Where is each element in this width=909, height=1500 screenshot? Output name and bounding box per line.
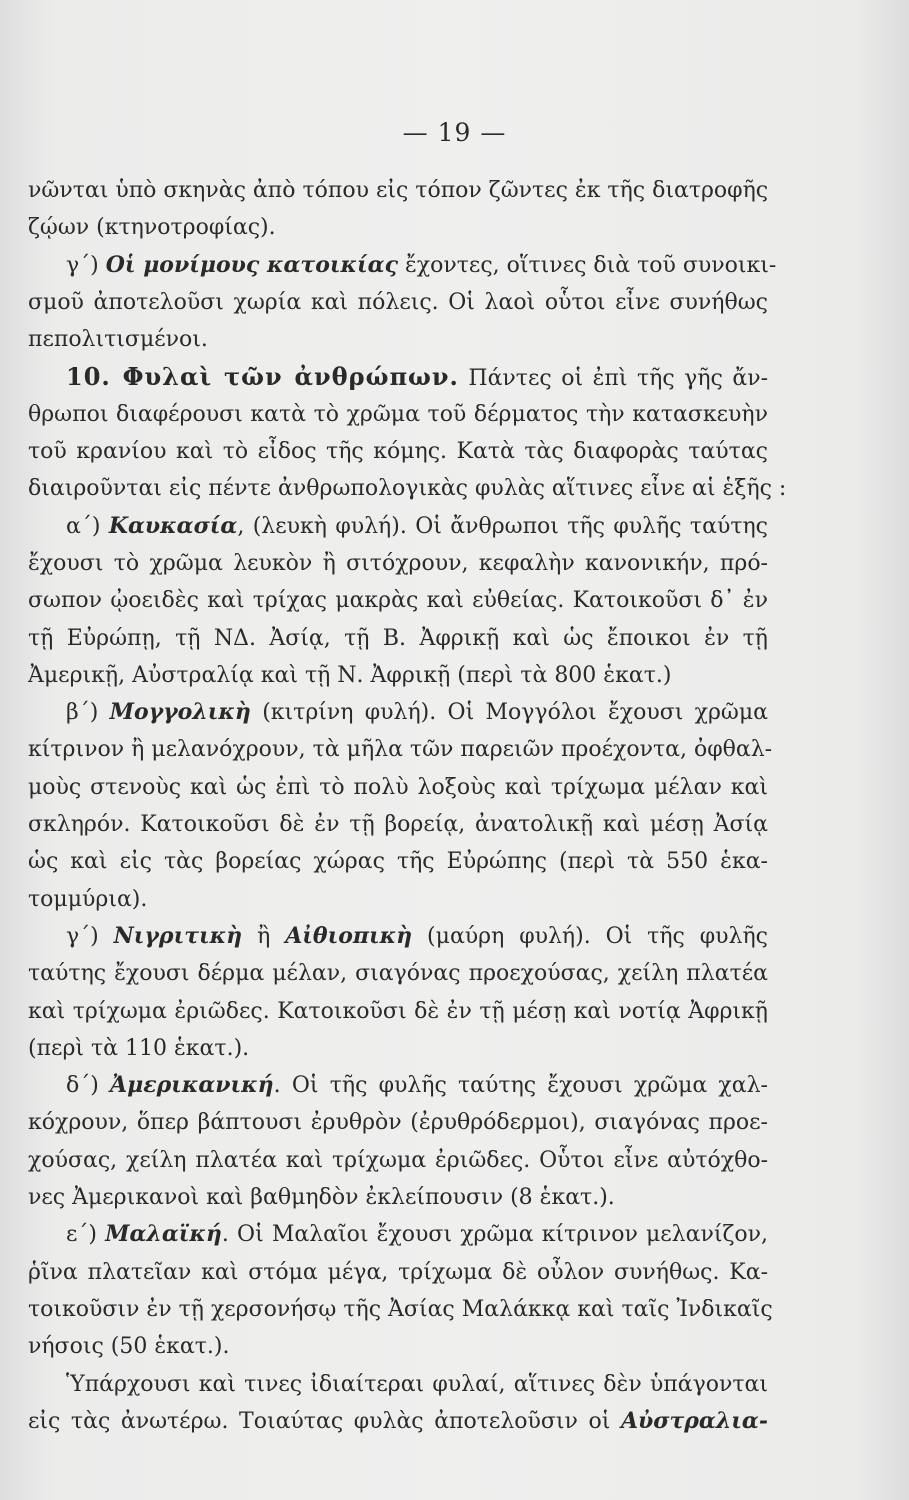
emphasized-term: Οἱ μονίμους κατοικίας [105, 251, 398, 278]
text-run: διαιροῦνται εἰς πέντε ἀνθρωπολογικὰς φυλὰς αἵτινες εἶνε αἱ ἑξῆς : [28, 476, 787, 502]
text-line [28, 508, 768, 545]
text-line [28, 172, 768, 209]
emphasized-term: Μογγολικὴ [109, 699, 251, 726]
text-run: ζῴων (κτηνοτροφίας). [28, 215, 276, 241]
emphasized-term: Μαλαϊκή [105, 1221, 222, 1248]
text-run: σωπον ᾠοειδὲς καὶ τρίχας μακρὰς καὶ εὐθείας. Κατοικοῦσι δ᾿ ἐν [28, 588, 768, 614]
text-line [28, 1142, 768, 1179]
section-heading: 10. Φυλαὶ τῶν ἀνθρώπων. [66, 362, 459, 392]
text-line [28, 731, 773, 768]
text-run: (μαύρη φυλή). Οἱ τῆς φυλῆς [412, 923, 768, 949]
emphasized-term: Καυκασία [108, 512, 238, 539]
text-run: νῶνται ὑπὸ σκηνὰς ἀπὸ τόπου εἰς τόπον ζῶντες ἐκ τῆς διατροφῆς [28, 178, 769, 203]
text-run: γ΄) [66, 252, 106, 278]
text-line [28, 694, 768, 731]
text-line [28, 1030, 768, 1067]
text-run: β΄) [66, 700, 110, 726]
text-run: Πάντες οἱ ἐπὶ τῆς γῆς ἄν- [458, 366, 769, 392]
text-line [28, 1179, 768, 1216]
text-run: κόχρουν, ὅπερ βάπτουσι ἐρυθρὸν (ἐρυθρόδερμοι), σιαγόνας προε- [28, 1110, 768, 1136]
text-run: (περὶ τὰ 110 ἑκατ.). [28, 1035, 250, 1061]
text-run: τομμύρια). [28, 886, 148, 912]
text-run: νήσοις (50 ἑκατ.). [28, 1334, 230, 1360]
text-run: ῥῖνα πλατεῖαν καὶ στόμα μέγα, τρίχωμα δὲ οὖλον συνήθως. Κα- [28, 1259, 768, 1285]
text-run: ἔχοντες, οἵτινες διὰ τοῦ συνοικι- [398, 252, 777, 278]
text-line [28, 657, 768, 694]
text-line [28, 620, 768, 657]
text-run: Ὑπάρχουσι καὶ τινες ἰδιαίτεραι φυλαί, αἵτινες δὲν ὑπάγονται [66, 1371, 768, 1397]
text-run: (κιτρίνη φυλή). Οἱ Μογγόλοι ἔχουσι χρῶμα [250, 700, 768, 726]
text-line [28, 209, 768, 246]
text-run: εἰς τὰς ἀνωτέρω. Τοιαύτας φυλὰς ἀποτελοῦσιν οἱ [28, 1408, 621, 1434]
body-text [28, 172, 787, 1440]
text-line [28, 358, 768, 395]
text-run: ὡς καὶ εἰς τὰς βορείας χώρας τῆς Εὐρώπης (περὶ τὰ 550 ἑκα- [28, 849, 768, 875]
text-line [28, 284, 768, 321]
text-line [28, 993, 768, 1030]
text-line [28, 1216, 768, 1253]
text-run: α΄) [66, 513, 109, 539]
text-line [28, 470, 787, 507]
text-line [28, 247, 777, 284]
text-run: χούσας, χείλη πλατέα καὶ τρίχωμα ἐριῶδες. Οὗτοι εἶνε αὐτόχθο- [28, 1147, 768, 1173]
text-line [28, 1067, 768, 1104]
text-run: κίτρινον ἢ μελανόχρουν, τὰ μῆλα τῶν παρειῶν προέχοντα, ὀφθαλ- [28, 737, 773, 763]
text-line [28, 433, 768, 470]
page-number: — 19 — [402, 118, 507, 147]
text-run: τοικοῦσιν ἐν τῇ χερσονήσῳ τῆς Ἀσίας Μαλάκκᾳ καὶ ταῖς Ἰνδικαῖς [28, 1296, 773, 1322]
text-run: ἢ [242, 923, 286, 949]
text-run: ε΄) [66, 1222, 106, 1248]
text-run: πεπολιτισμένοι. [28, 327, 208, 353]
text-run: ἔχουσι τὸ χρῶμα λευκὸν ἢ σιτόχρουν, κεφαλὴν κανονικήν, πρό- [28, 550, 768, 576]
text-line [28, 396, 768, 433]
text-line [28, 582, 768, 619]
emphasized-term: Αὐστραλια- [620, 1407, 768, 1434]
text-line [28, 881, 768, 918]
text-line [28, 1291, 773, 1328]
text-run: . Οἱ τῆς φυλῆς ταύτης ἔχουσι χρῶμα χαλ- [273, 1073, 768, 1099]
text-line [28, 955, 768, 992]
text-run: καὶ τρίχωμα ἐριῶδες. Κατοικοῦσι δὲ ἐν τῇ μέσῃ καὶ νοτίᾳ Ἀφρικῇ [28, 998, 768, 1024]
text-run: σμοῦ ἀποτελοῦσι χωρία καὶ πόλεις. Οἱ λαοὶ οὗτοι εἶνε συνήθως [28, 289, 768, 315]
text-line [28, 918, 768, 955]
text-run: νες Ἀμερικανοὶ καὶ βαθμηδὸν ἐκλείπουσιν (8 ἑκατ.). [28, 1185, 615, 1211]
text-run: τῇ Εὐρώπῃ, τῇ ΝΔ. Ἀσίᾳ, τῇ Β. Ἀφρικῇ καὶ ὡς ἔποικοι ἐν τῇ [28, 625, 768, 651]
text-run: μοὺς στενοὺς καὶ ὡς ἐπὶ τὸ πολὺ λοξοὺς καὶ τρίχωμα μέλαν καὶ [28, 774, 768, 800]
text-line [28, 806, 768, 843]
text-line [28, 321, 768, 358]
emphasized-term: Νιγριτικὴ [113, 922, 243, 949]
text-line [28, 843, 768, 880]
text-run: Ἀμερικῇ, Αὐστραλίᾳ καὶ τῇ Ν. Ἀφρικῇ (περὶ τὰ 800 ἑκατ.) [28, 662, 672, 688]
text-line [28, 1366, 768, 1403]
text-run: . Οἱ Μαλαῖοι ἔχουσι χρῶμα κίτρινον μελανίζον, [221, 1222, 768, 1248]
text-line [28, 1104, 768, 1141]
emphasized-term: Ἀμερικανική [110, 1072, 274, 1099]
text-run: θρωποι διαφέρουσι κατὰ τὸ χρῶμα τοῦ δέρματος τὴν κατασκευὴν [28, 401, 768, 427]
text-run: γ΄) [66, 923, 114, 949]
text-run: τοῦ κρανίου καὶ τὸ εἶδος τῆς κόμης. Κατὰ τὰς διαφορὰς ταύτας [28, 439, 768, 465]
text-run: , (λευκὴ φυλή). Οἱ ἄνθρωποι τῆς φυλῆς ταύτης [237, 513, 769, 539]
text-run: δ΄) [66, 1073, 111, 1099]
text-line [28, 1254, 768, 1291]
text-run: σκληρόν. Κατοικοῦσι δὲ ἐν τῇ βορείᾳ, ἀνατολικῇ καὶ μέσῃ Ἀσίᾳ [28, 812, 768, 838]
text-line [28, 1403, 768, 1440]
text-run: ταύτης ἔχουσι δέρμα μέλαν, σιαγόνας προεχούσας, χείλη πλατέα [28, 961, 768, 987]
text-line [28, 1328, 768, 1365]
text-line [28, 769, 768, 806]
emphasized-term: Αἰθιοπικὴ [285, 922, 413, 949]
text-line [28, 545, 768, 582]
